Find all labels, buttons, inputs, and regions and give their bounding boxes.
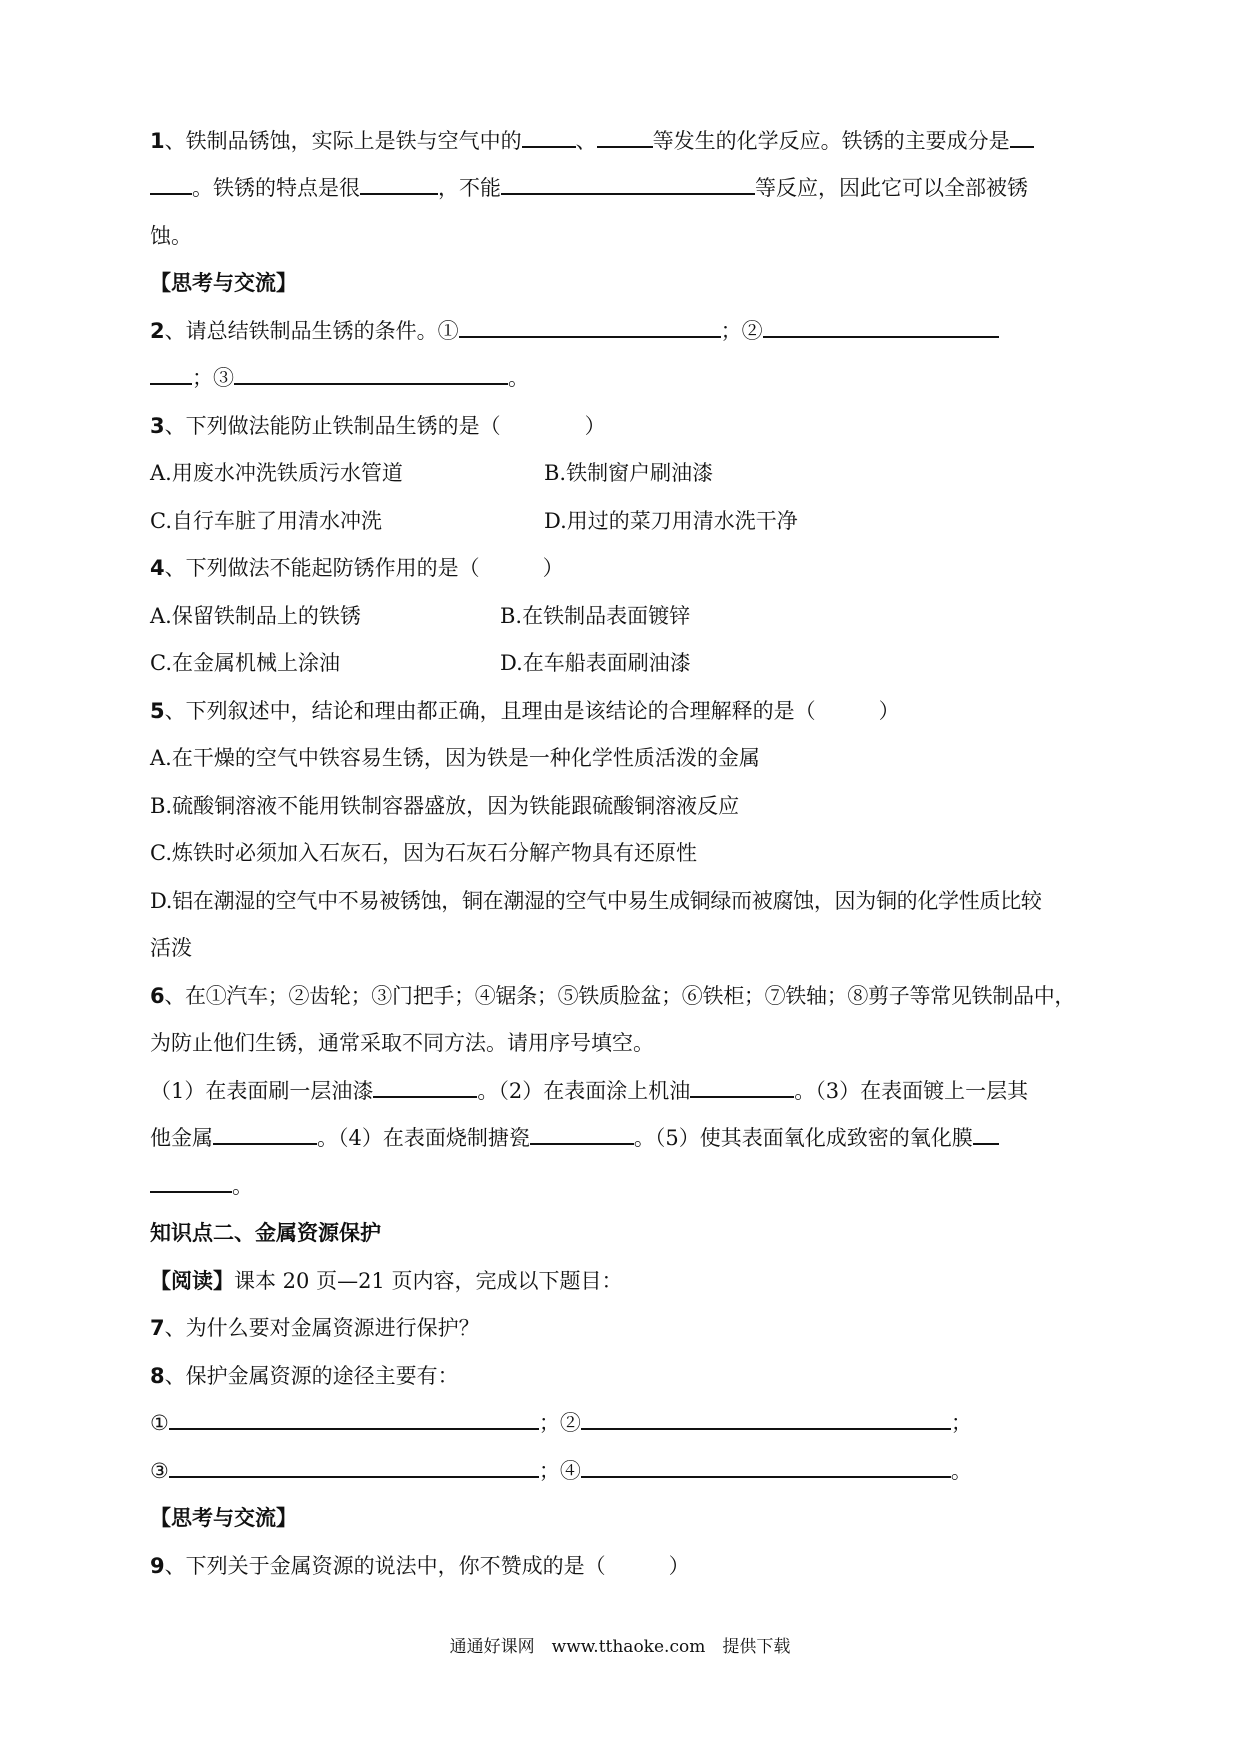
question-3-option-a[interactable]: A.用废水冲洗铁质污水管道	[150, 461, 403, 485]
question-2-line-2: ；③ 。	[150, 363, 529, 393]
answer-blank[interactable]	[169, 1456, 539, 1478]
question-8-line-1: ① ；② ；	[150, 1408, 972, 1438]
answer-blank[interactable]	[690, 1076, 794, 1098]
question-4-stem: 4、下列做法不能起防锈作用的是（ ）	[150, 556, 564, 580]
question-4-option-c[interactable]: C.在金属机械上涂油	[150, 651, 340, 675]
question-3-option-c[interactable]: C.自行车脏了用清水冲洗	[150, 509, 382, 533]
answer-blank[interactable]	[150, 363, 192, 385]
question-1-line-2: 。铁锈的特点是很 ，不能 等反应，因此它可以全部被锈	[150, 173, 1028, 203]
section-heading: 知识点二、金属资源保护	[150, 1221, 381, 1245]
answer-blank[interactable]	[150, 173, 192, 195]
question-6-line-3: （1）在表面刷一层油漆 。（2）在表面涂上机油 。（3）在表面镀上一层其	[150, 1076, 1028, 1106]
answer-blank[interactable]	[581, 1408, 951, 1430]
answer-blank[interactable]	[973, 1123, 999, 1145]
question-6-line-2: 为防止他们生锈，通常采取不同方法。请用序号填空。	[150, 1031, 654, 1055]
answer-blank[interactable]	[530, 1123, 634, 1145]
question-5-option-d[interactable]: D.铝在潮湿的空气中不易被锈蚀，铜在潮湿的空气中易生成铜绿而被腐蚀，因为铜的化学性质比较	[150, 889, 1042, 913]
page-footer: 通通好课网 www.tthaoke.com 提供下载	[449, 1637, 791, 1657]
question-4-option-b[interactable]: B.在铁制品表面镀锌	[500, 604, 691, 628]
question-3-stem: 3、下列做法能防止铁制品生锈的是（ ）	[150, 414, 606, 438]
question-5-option-d-continued: 活泼	[150, 936, 192, 960]
answer-blank[interactable]	[234, 363, 508, 385]
question-1-line-1: 1、铁制品锈蚀，实际上是铁与空气中的 、 等发生的化学反应。铁锈的主要成分是	[150, 126, 1034, 156]
answer-blank[interactable]	[501, 173, 755, 195]
question-3-option-d[interactable]: D.用过的菜刀用清水洗干净	[544, 509, 798, 533]
question-5-option-c[interactable]: C.炼铁时必须加入石灰石，因为石灰石分解产物具有还原性	[150, 841, 697, 865]
answer-blank[interactable]	[1010, 126, 1034, 148]
question-4-option-a[interactable]: A.保留铁制品上的铁锈	[150, 604, 361, 628]
answer-blank[interactable]	[597, 126, 653, 148]
question-1-line-3: 蚀。	[150, 224, 192, 248]
question-6-line-5: 。	[150, 1171, 253, 1201]
answer-blank[interactable]	[763, 316, 999, 338]
answer-blank[interactable]	[150, 1171, 232, 1193]
question-6-line-1: 6、在①汽车；②齿轮；③门把手；④锯条；⑤铁质脸盆；⑥铁柜；⑦铁轴；⑧剪子等常见铁制品中，	[150, 984, 1076, 1008]
answer-blank[interactable]	[169, 1408, 539, 1430]
answer-blank[interactable]	[459, 316, 721, 338]
question-5-option-a[interactable]: A.在干燥的空气中铁容易生锈，因为铁是一种化学性质活泼的金属	[150, 746, 760, 770]
answer-blank[interactable]	[522, 126, 576, 148]
question-9: 9、下列关于金属资源的说法中，你不赞成的是（ ）	[150, 1554, 690, 1578]
question-6-line-4: 他金属 。（4）在表面烧制搪瓷 。（5）使其表面氧化成致密的氧化膜	[150, 1123, 999, 1153]
answer-blank[interactable]	[581, 1456, 951, 1478]
question-4-option-d[interactable]: D.在车船表面刷油漆	[500, 651, 691, 675]
question-7: 7、为什么要对金属资源进行保护？	[150, 1316, 480, 1340]
answer-blank[interactable]	[213, 1123, 317, 1145]
question-5-option-b[interactable]: B.硫酸铜溶液不能用铁制容器盛放，因为铁能跟硫酸铜溶液反应	[150, 794, 740, 818]
answer-blank[interactable]	[373, 1076, 477, 1098]
think-exchange-heading: 【思考与交流】	[150, 271, 297, 295]
question-5-stem: 5、下列叙述中，结论和理由都正确，且理由是该结论的合理解释的是（ ）	[150, 699, 900, 723]
question-8: 8、保护金属资源的途径主要有：	[150, 1364, 459, 1388]
answer-blank[interactable]	[360, 173, 438, 195]
question-3-option-b[interactable]: B.铁制窗户刷油漆	[544, 461, 714, 485]
question-8-line-2: ③ ；④ 。	[150, 1456, 972, 1486]
question-2-line-1: 2、请总结铁制品生锈的条件。① ；②	[150, 316, 999, 346]
think-exchange-heading-2: 【思考与交流】	[150, 1506, 297, 1530]
reading-instruction: 【阅读】课本 20 页—21 页内容，完成以下题目：	[150, 1269, 623, 1293]
